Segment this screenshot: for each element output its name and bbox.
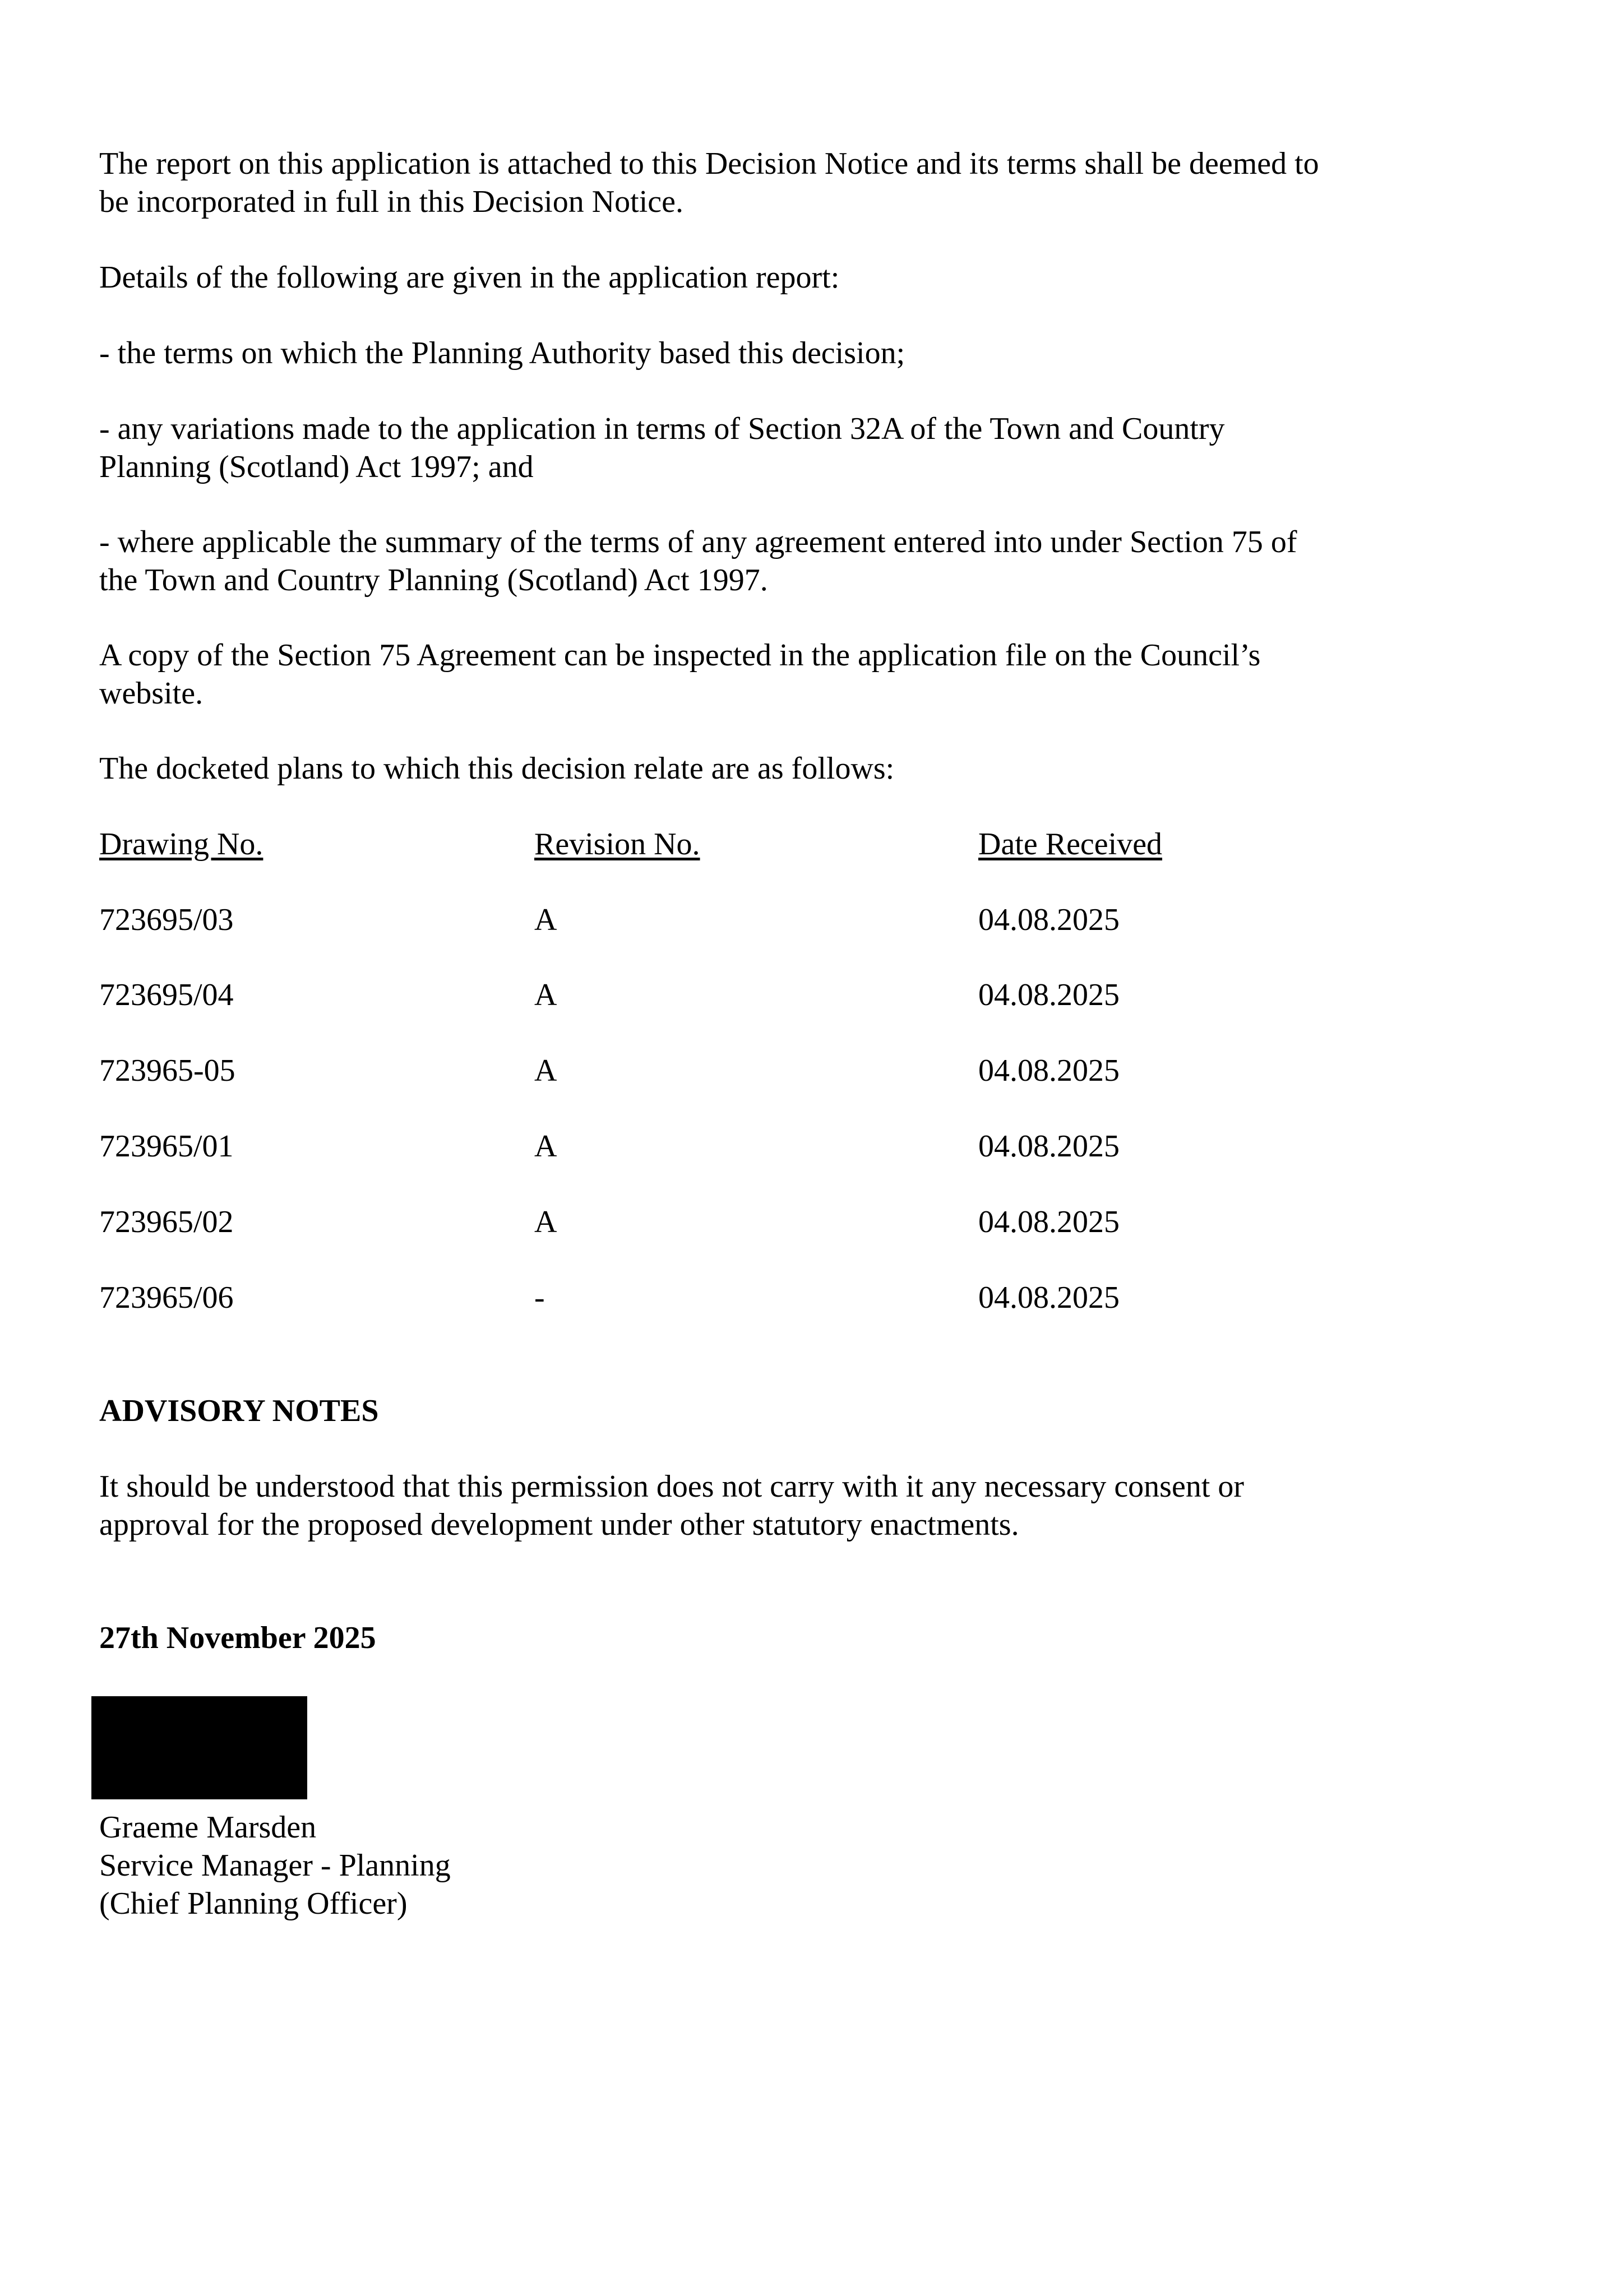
details-intro: Details of the following are given in the application report:	[99, 260, 840, 295]
drawing-no-cell: 723965/02	[99, 1205, 234, 1239]
drawing-no-cell: 723965/06	[99, 1280, 234, 1315]
date-received-cell: 04.08.2025	[978, 902, 1120, 937]
bullet-variations-line-1: - any variations made to the application in terms of Section 32A of the Town and Country	[99, 411, 1225, 446]
plans-intro: The docketed plans to which this decision relate are as follows:	[99, 751, 895, 786]
intro-line-2: be incorporated in full in this Decision Notice.	[99, 184, 683, 219]
drawing-no-cell: 723695/04	[99, 978, 234, 1012]
redacted-signature	[91, 1696, 307, 1799]
bullet-variations-line-2: Planning (Scotland) Act 1997; and	[99, 450, 534, 484]
advisory-line-2: approval for the proposed development under other statutory enactments.	[99, 1507, 1019, 1542]
date-received-cell: 04.08.2025	[978, 1280, 1120, 1315]
advisory-line-1: It should be understood that this permission does not carry with it any necessary consent or	[99, 1469, 1245, 1504]
revision-no-cell: A	[534, 978, 557, 1012]
revision-no-cell: A	[534, 1053, 557, 1088]
decision-date: 27th November 2025	[99, 1621, 376, 1655]
date-received-cell: 04.08.2025	[978, 1053, 1120, 1088]
section75-line-2: website.	[99, 676, 204, 711]
date-received-cell: 04.08.2025	[978, 1129, 1120, 1164]
drawing-no-cell: 723965/01	[99, 1129, 234, 1164]
revision-no-cell: A	[534, 1205, 557, 1239]
header-revision-no: Revision No.	[534, 827, 700, 862]
date-received-cell: 04.08.2025	[978, 1205, 1120, 1239]
drawing-no-cell: 723965-05	[99, 1053, 235, 1088]
revision-no-cell: A	[534, 902, 557, 937]
signatory-title: Service Manager - Planning	[99, 1848, 451, 1883]
header-drawing-no: Drawing No.	[99, 827, 263, 862]
bullet-agreement-line-1: - where applicable the summary of the terms of any agreement entered into under Section 75 of	[99, 525, 1297, 559]
header-date-received: Date Received	[978, 827, 1163, 862]
revision-no-cell: -	[534, 1280, 545, 1315]
bullet-terms: - the terms on which the Planning Authority based this decision;	[99, 336, 905, 371]
intro-line-1: The report on this application is attached to this Decision Notice and its terms shall be deemed to	[99, 146, 1319, 181]
drawing-no-cell: 723695/03	[99, 902, 234, 937]
section75-line-1: A copy of the Section 75 Agreement can be inspected in the application file on the Council’s	[99, 638, 1261, 673]
signatory-name: Graeme Marsden	[99, 1810, 317, 1845]
revision-no-cell: A	[534, 1129, 557, 1164]
advisory-notes-heading: ADVISORY NOTES	[99, 1394, 379, 1428]
signatory-role: (Chief Planning Officer)	[99, 1886, 408, 1921]
bullet-agreement-line-2: the Town and Country Planning (Scotland) Act 1997.	[99, 563, 768, 598]
date-received-cell: 04.08.2025	[978, 978, 1120, 1012]
